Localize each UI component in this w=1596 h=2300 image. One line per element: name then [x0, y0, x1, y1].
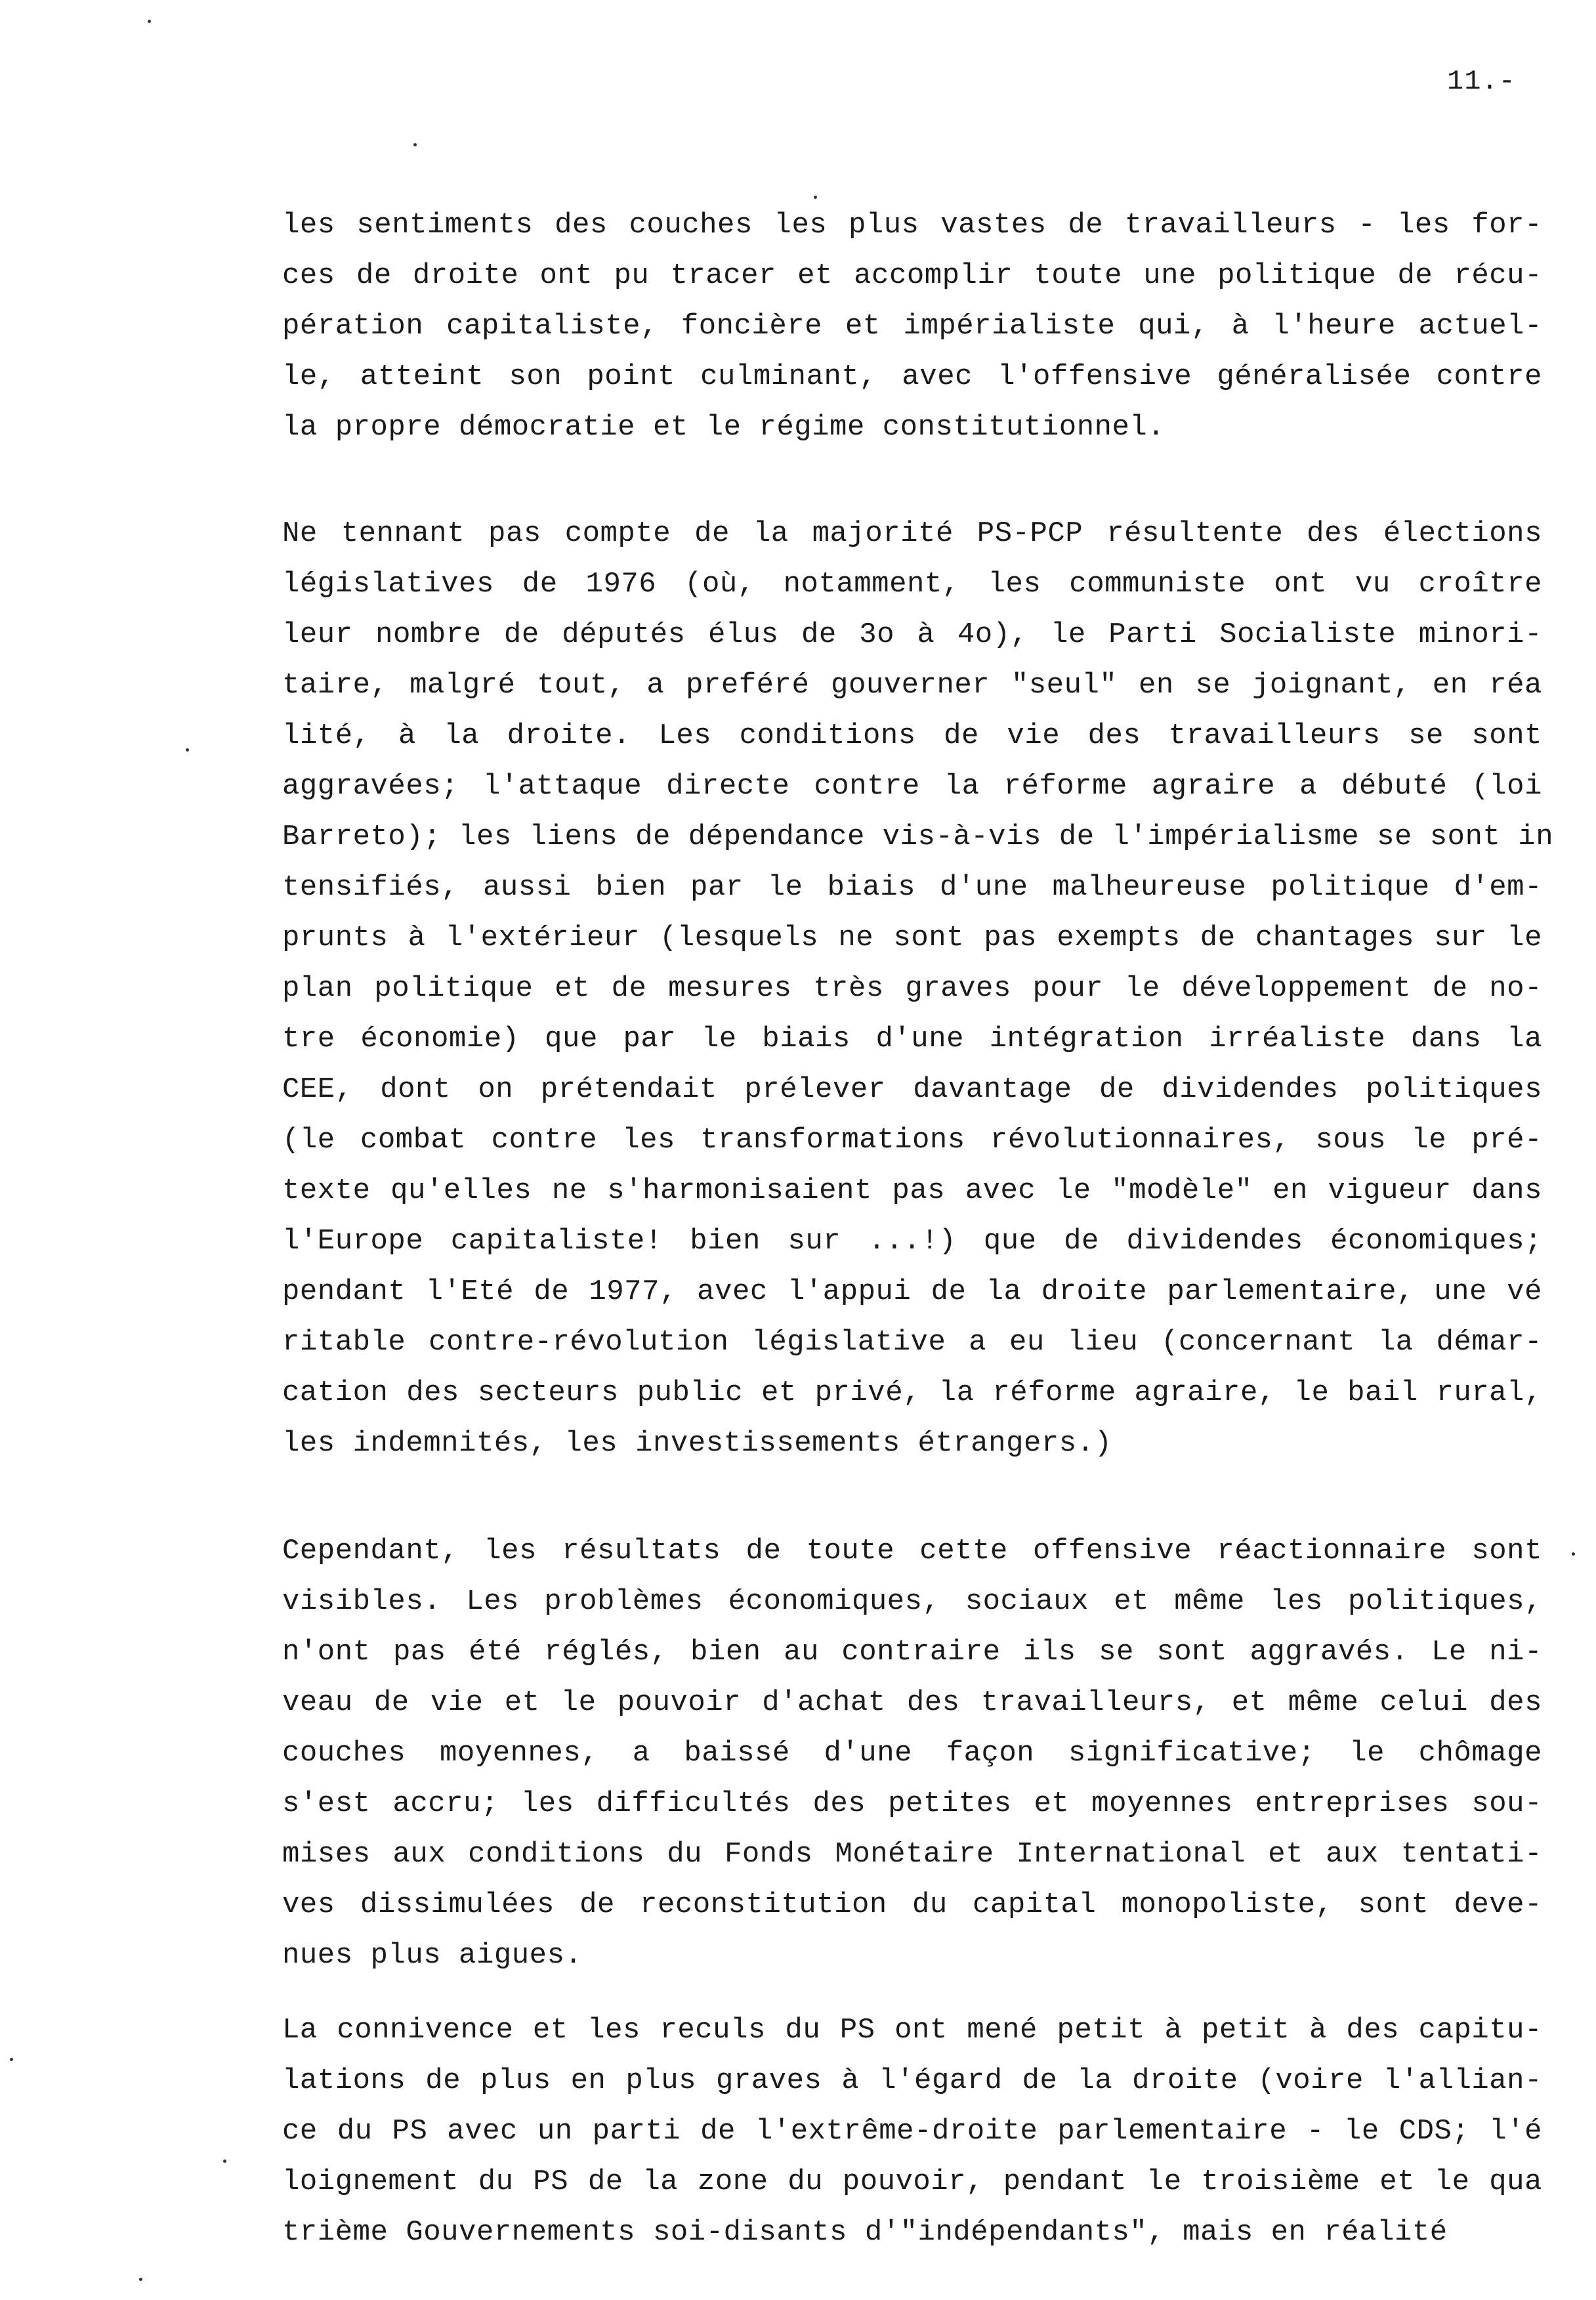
text-line: pération capitaliste, foncière et impérialiste qui, à l'heure actuel-: [282, 310, 1542, 343]
paragraph-2: [282, 509, 1554, 1469]
text-line: prunts à l'extérieur (lesquels ne sont pas exempts de chantages sur le: [282, 922, 1542, 954]
text-line: visibles. Les problèmes économiques, sociaux et même les politiques,: [282, 1585, 1542, 1618]
text-line: (le combat contre les transformations révolutionnaires, sous le pré-: [282, 1124, 1542, 1157]
scan-speck: [413, 143, 417, 146]
text-line: veau de vie et le pouvoir d'achat des travailleurs, et même celui des: [282, 1686, 1542, 1719]
text-line: lité, à la droite. Les conditions de vie des travailleurs se sont: [282, 719, 1542, 752]
text-line: ces de droite ont pu tracer et accomplir toute une politique de récu-: [282, 259, 1542, 292]
text-line: couches moyennes, a baissé d'une façon significative; le chômage: [282, 1737, 1542, 1770]
page-number: 11.-: [1447, 66, 1516, 97]
text-line: l'Europe capitaliste! bien sur ...!) que de dividendes économiques;: [282, 1225, 1542, 1258]
text-line: plan politique et de mesures très graves pour le développement de no-: [282, 972, 1542, 1005]
paragraph-3: [282, 1526, 1542, 1981]
scan-speck: [10, 2058, 13, 2061]
paragraph-4: [282, 2005, 1542, 2258]
text-line: le, atteint son point culminant, avec l'offensive généralisée contre: [282, 360, 1542, 393]
text-line: ves dissimulées de reconstitution du capital monopoliste, sont deve-: [282, 1888, 1542, 1921]
scan-speck: [139, 2278, 142, 2281]
text-line: texte qu'elles ne s'harmonisaient pas avec le "modèle" en vigueur dans: [282, 1174, 1542, 1207]
text-line: les indemnités, les investissements étrangers.): [282, 1427, 1112, 1460]
text-line: Cependant, les résultats de toute cette offensive réactionnaire sont: [282, 1535, 1542, 1567]
scan-speck: [186, 748, 189, 752]
text-line: n'ont pas été réglés, bien au contraire ils se sont aggravés. Le ni-: [282, 1636, 1542, 1669]
text-line: ce du PS avec un parti de l'extrême-droite parlementaire - le CDS; l'é: [282, 2115, 1542, 2148]
text-line: s'est accru; les difficultés des petites et moyennes entreprises sou-: [282, 1787, 1542, 1820]
text-line: Barreto); les liens de dépendance vis-à-vis de l'impérialisme se sont in: [282, 820, 1554, 853]
scan-speck: [1572, 1552, 1575, 1556]
scan-speck: [148, 20, 151, 23]
text-line: pendant l'Eté de 1977, avec l'appui de la droite parlementaire, une vé: [282, 1275, 1542, 1308]
text-line: cation des secteurs public et privé, la réforme agraire, le bail rural,: [282, 1376, 1542, 1409]
text-line: aggravées; l'attaque directe contre la réforme agraire a débuté (loi: [282, 770, 1542, 803]
text-line: tensifiés, aussi bien par le biais d'une malheureuse politique d'em-: [282, 871, 1542, 904]
text-line: mises aux conditions du Fonds Monétaire International et aux tentati-: [282, 1838, 1542, 1871]
text-line: lations de plus en plus graves à l'égard de la droite (voire l'allian-: [282, 2064, 1542, 2097]
text-line: trième Gouvernements soi-disants d'"indépendants", mais en réalité: [282, 2216, 1448, 2249]
text-line: les sentiments des couches les plus vastes de travailleurs - les for-: [282, 209, 1542, 242]
text-line: leur nombre de députés élus de 3o à 4o), le Parti Socialiste minori-: [282, 618, 1542, 651]
text-line: La connivence et les reculs du PS ont mené petit à petit à des capitu-: [282, 2014, 1542, 2047]
scan-speck: [814, 196, 817, 199]
text-line: loignement du PS de la zone du pouvoir, pendant le troisième et le qua: [282, 2165, 1542, 2198]
text-line: Ne tennant pas compte de la majorité PS-PCP résultente des élections: [282, 517, 1542, 550]
text-line: la propre démocratie et le régime constitutionnel.: [282, 411, 1166, 444]
scan-speck: [223, 2160, 226, 2163]
paragraph-1: [282, 200, 1542, 453]
text-line: taire, malgré tout, a preféré gouverner "seul" en se joignant, en réa: [282, 669, 1542, 702]
text-line: CEE, dont on prétendait prélever davantage de dividendes politiques: [282, 1073, 1542, 1106]
text-line: ritable contre-révolution législative a eu lieu (concernant la démar-: [282, 1326, 1542, 1359]
text-line: tre économie) que par le biais d'une intégration irréaliste dans la: [282, 1023, 1542, 1055]
text-line: nues plus aigues.: [282, 1939, 583, 1972]
text-line: législatives de 1976 (où, notamment, les communiste ont vu croître: [282, 568, 1542, 601]
